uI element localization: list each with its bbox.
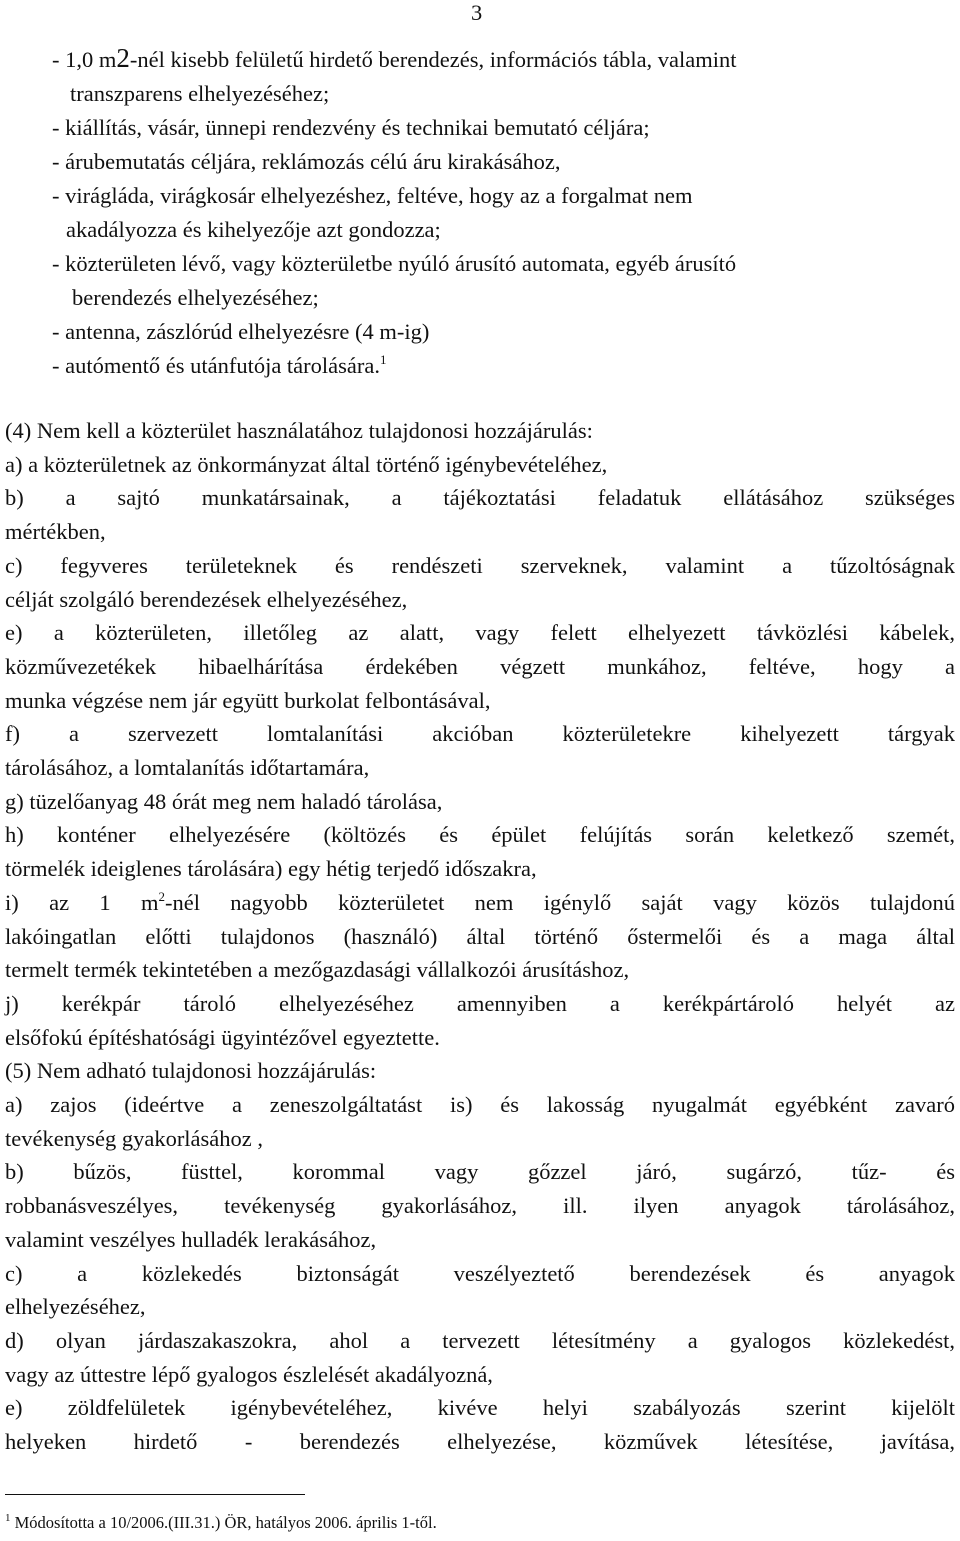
list-item-text: - 1,0 m xyxy=(52,47,117,72)
list-item-continuation: berendezés elhelyezéséhez; xyxy=(72,285,319,310)
paragraph-line xyxy=(5,886,955,920)
paragraph-line: vagy az úttestre lépő gyalogos észlelését akadályozná, xyxy=(5,1361,493,1387)
paragraph-text: -nél nagyobb közterületet nem igénylő saját vagy közös tulajdonú xyxy=(164,889,956,915)
paragraph-line: e) a közterületen, illetőleg az alatt, vagy felett elhelyezett távközlési kábelek, xyxy=(5,620,955,646)
paragraph-line: valamint veszélyes hulladék lerakásához, xyxy=(5,1226,377,1252)
paragraph-line: elsőfokú építéshatósági ügyintézővel egyeztette. xyxy=(5,1024,440,1050)
superscript-two: 2 xyxy=(158,888,165,904)
list-item-text: - autómentő és utánfutója tárolására. xyxy=(52,353,380,378)
paragraph-line: d) olyan járdaszakaszokra, ahol a tervezett létesítmény a gyalogos közlekedést, xyxy=(5,1327,955,1353)
list-item: - kiállítás, vásár, ünnepi rendezvény és technikai bemutató céljára; xyxy=(52,115,650,140)
section-4-heading: (4) Nem kell a közterület használatához tulajdonosi hozzájárulás: xyxy=(5,418,593,443)
footnote-divider xyxy=(5,1494,305,1495)
list-item-text: -nél kisebb felületű hirdető berendezés, információs tábla, valamint xyxy=(129,47,737,72)
superscript-two: 2 xyxy=(116,43,130,73)
page-number: 3 xyxy=(471,0,483,25)
paragraph-line: mértékben, xyxy=(5,519,106,545)
body-text xyxy=(5,412,955,1459)
paragraph-line: j) kerékpár tároló elhelyezéséhez amennyiben a kerékpártároló helyét az xyxy=(5,990,955,1016)
paragraph-line: c) a közlekedés biztonságát veszélyeztető berendezések és anyagok xyxy=(5,1260,955,1286)
footnote xyxy=(5,1512,437,1534)
section-5-heading: (5) Nem adható tulajdonosi hozzájárulás: xyxy=(5,1058,377,1084)
list-item xyxy=(52,349,952,383)
paragraph-line: helyeken hirdető - berendezés elhelyezése, közművek létesítése, javítása, xyxy=(5,1429,955,1455)
list-item: - közterületen lévő, vagy közterületbe nyúló árusító automata, egyéb árusító xyxy=(52,251,737,276)
paragraph-line: termelt termék tekintetében a mezőgazdasági vállalkozói árusításhoz, xyxy=(5,957,630,983)
list-item: - antenna, zászlórúd elhelyezésre (4 m-ig) xyxy=(52,319,430,344)
paragraph-line: a) a közterületnek az önkormányzat által történő igénybevételéhez, xyxy=(5,451,608,477)
paragraph-line: b) bűzös, füsttel, korommal vagy gőzzel járó, sugárzó, tűz- és xyxy=(5,1159,955,1185)
footnote-marker: 1 xyxy=(5,1512,11,1524)
paragraph-line: célját szolgáló berendezések elhelyezéséhez, xyxy=(5,586,408,612)
paragraph-line: közművezetékek hibaelhárítása érdekében végzett munkához, feltéve, hogy a xyxy=(5,653,955,679)
paragraph-line: g) tüzelőanyag 48 órát meg nem haladó tárolása, xyxy=(5,788,443,814)
paragraph-line: e) zöldfelületek igénybevételéhez, kivéve helyi szabályozás szerint kijelölt xyxy=(5,1395,955,1421)
paragraph-line: törmelék ideiglenes tárolására) egy hétig terjedő időszakra, xyxy=(5,856,537,882)
paragraph-line: f) a szervezett lomtalanítási akcióban közterületekre kihelyezett tárgyak xyxy=(5,721,955,747)
paragraph-line: robbanásveszélyes, tevékenység gyakorlásához, ill. ilyen anyagok tárolásához, xyxy=(5,1193,955,1219)
footnote-reference: 1 xyxy=(380,352,387,367)
paragraph-line: a) zajos (ideértve a zeneszolgáltatást is) és lakosság nyugalmát egyébként zavaró xyxy=(5,1092,955,1118)
list-item: - árubemutatás céljára, reklámozás célú áru kirakásához, xyxy=(52,149,561,174)
paragraph-line: elhelyezéséhez, xyxy=(5,1294,146,1320)
list-item-continuation: transzparens elhelyezéséhez; xyxy=(70,81,330,106)
list-item: - virágláda, virágkosár elhelyezéshez, feltéve, hogy az a forgalmat nem xyxy=(52,183,693,208)
permit-exemption-list xyxy=(52,41,952,383)
paragraph-text: i) az 1 m xyxy=(5,889,159,915)
paragraph-line: munka végzése nem jár együtt burkolat felbontásával, xyxy=(5,687,491,713)
footnote-text: Módosította a 10/2006.(III.31.) ÖR, hatályos 2006. április 1-től. xyxy=(14,1513,437,1532)
paragraph-line: h) konténer elhelyezésére (költözés és épület felújítás során keletkező szemét, xyxy=(5,822,955,848)
list-item xyxy=(52,41,952,77)
paragraph-line: tárolásához, a lomtalanítás időtartamára, xyxy=(5,755,370,781)
paragraph-line: tevékenység gyakorlásához , xyxy=(5,1125,264,1151)
paragraph-line: lakóingatlan előtti tulajdonos (használó) által történő őstermelői és a maga által xyxy=(5,923,955,949)
paragraph-line: b) a sajtó munkatársainak, a tájékoztatási feladatuk ellátásához szükséges xyxy=(5,485,955,511)
list-item-continuation: akadályozza és kihelyezője azt gondozza; xyxy=(66,217,441,242)
paragraph-line: c) fegyveres területeknek és rendészeti szerveknek, valamint a tűzoltóságnak xyxy=(5,552,955,578)
